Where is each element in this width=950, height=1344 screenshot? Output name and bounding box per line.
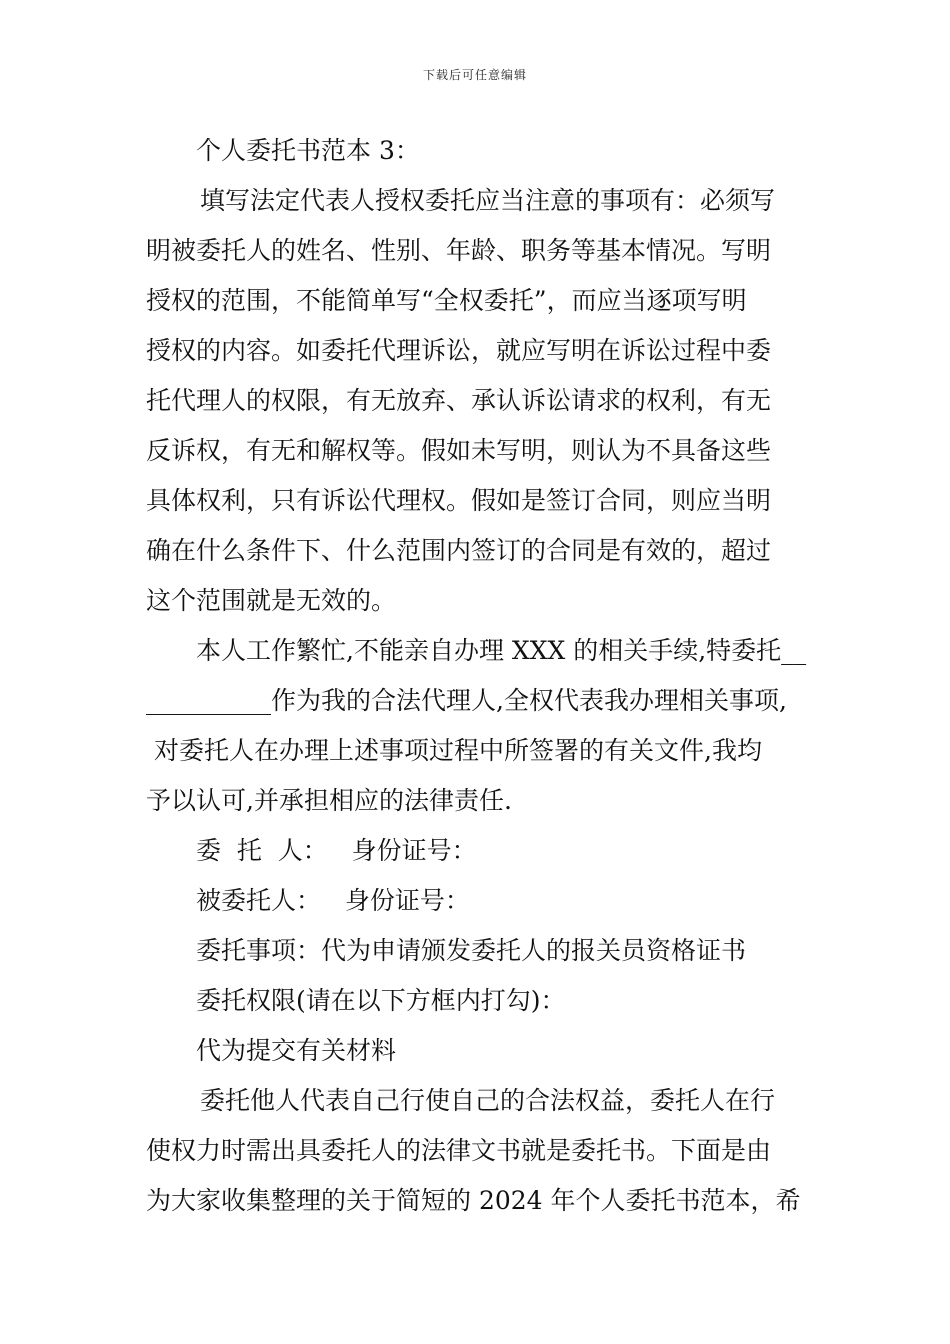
paragraph-line: 反诉权，有无和解权等。假如未写明，则认为不具备这些 bbox=[146, 436, 772, 465]
form-fields bbox=[146, 826, 822, 1076]
paragraph-line: 本人工作繁忙,不能亲自办理 XXX 的相关手续,特委托__ bbox=[196, 636, 807, 665]
paragraph-line: 委托他人代表自己行使自己的合法权益，委托人在行 bbox=[200, 1086, 776, 1115]
paragraph-2 bbox=[146, 626, 822, 826]
page-header-note: 下载后可任意编辑 bbox=[422, 68, 527, 82]
paragraph-line: __________作为我的合法代理人,全权代表我办理相关事项, bbox=[146, 686, 787, 715]
paragraph-line: 对委托人在办理上述事项过程中所签署的有关文件,我均 bbox=[154, 736, 762, 765]
paragraph-line: 这个范围就是无效的。 bbox=[146, 586, 397, 615]
authority-option: 代为提交有关材料 bbox=[196, 1036, 397, 1065]
paragraph-line: 确在什么条件下、什么范围内签订的合同是有效的，超过 bbox=[146, 536, 772, 565]
principal-field: 委 托 人： 身份证号： bbox=[196, 836, 477, 865]
paragraph-line: 授权的范围，不能简单写“全权委托”，而应当逐项写明 bbox=[146, 286, 747, 315]
document-title: 个人委托书范本 3： bbox=[196, 136, 420, 165]
paragraph-3 bbox=[146, 1076, 822, 1226]
agent-field: 被委托人： 身份证号： bbox=[196, 886, 470, 915]
paragraph-line: 使权力时需出具委托人的法律文书就是委托书。下面是由 bbox=[146, 1136, 772, 1165]
paragraph-line: 明被委托人的姓名、性别、年龄、职务等基本情况。写明 bbox=[146, 236, 772, 265]
authority-field: 委托权限(请在以下方框内打勾)： bbox=[196, 986, 566, 1015]
document-body bbox=[146, 126, 822, 1226]
matter-field: 委托事项：代为申请颁发委托人的报关员资格证书 bbox=[196, 936, 747, 965]
paragraph-line: 托代理人的权限，有无放弃、承认诉讼请求的权利，有无 bbox=[146, 386, 772, 415]
paragraph-line: 为大家收集整理的关于简短的 2024 年个人委托书范本，希 bbox=[146, 1186, 801, 1215]
paragraph-line: 填写法定代表人授权委托应当注意的事项有：必须写 bbox=[200, 186, 776, 215]
paragraph-1 bbox=[146, 176, 822, 626]
paragraph-line: 授权的内容。如委托代理诉讼，就应写明在诉讼过程中委 bbox=[146, 336, 772, 365]
paragraph-line: 具体权利，只有诉讼代理权。假如是签订合同，则应当明 bbox=[146, 486, 772, 515]
paragraph-line: 予以认可,并承担相应的法律责任. bbox=[146, 786, 512, 815]
